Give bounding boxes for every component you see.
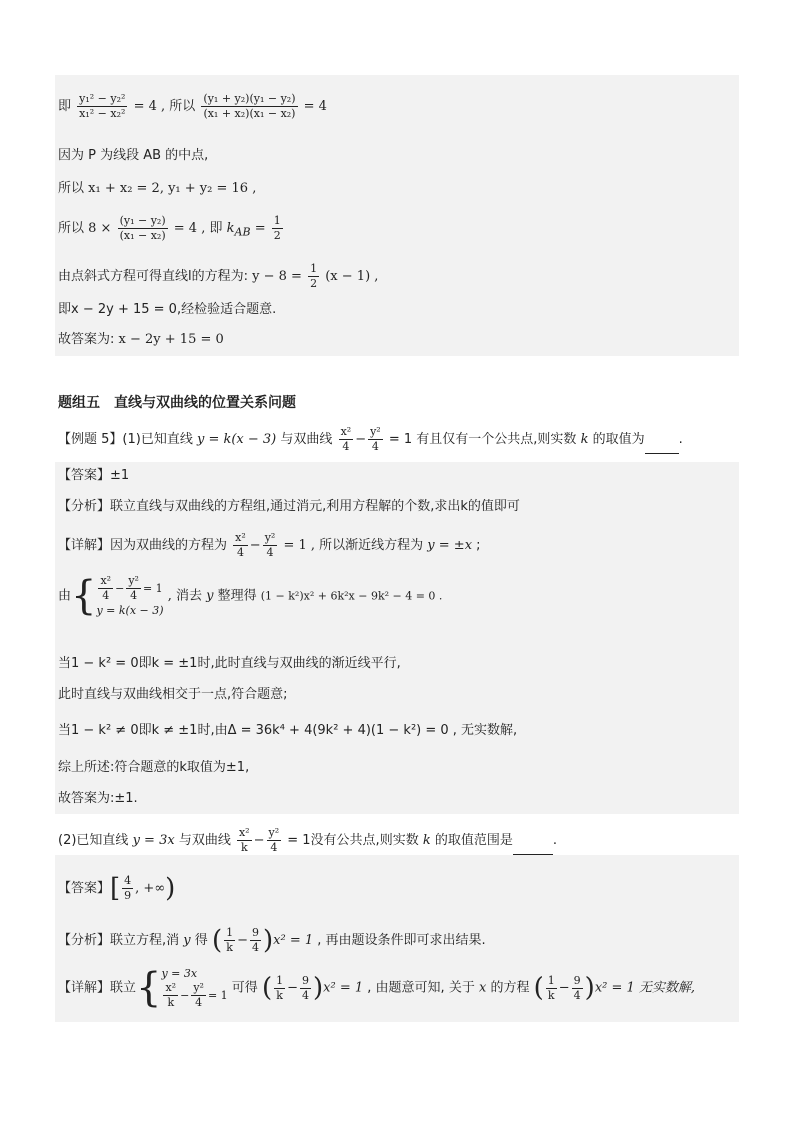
left-brace-icon: { bbox=[136, 965, 162, 1011]
line-7: 故答案为: x − 2y + 15 = 0 bbox=[58, 332, 224, 347]
question-2: (2)已知直线 y = 3x 与双曲线 $\frac{\text{x²}}{k}$ − $\frac{\text{y²}}{4}$ = 1没有公共点,则实数 k 的取值范围是 . bbox=[58, 826, 558, 854]
line-1: 即 $\frac{\text{y₁² − y₂²}}{\text{x₁² − x₂²}}$ = 4 , 所以 $\frac{\text{(y₁ + y₂)(y₁ − y₂)}}{\text{(x₁ + x₂)(x₁ − x₂)}}$ = 4 bbox=[58, 92, 327, 120]
analysis-2: 【分析】联立方程,消 y 得 ( $\frac{1}{k}$ − $\frac{9}{4}$ )x² = 1 , 再由题设条件即可求出结果. bbox=[58, 925, 486, 956]
section-title: 题组五 直线与双曲线的位置关系问题 bbox=[58, 395, 296, 411]
line-12: 故答案为:±1. bbox=[58, 791, 138, 806]
line-3: 所以 x₁ + x₂ = 2, y₁ + y₂ = 16 , bbox=[58, 181, 257, 196]
line-9: 此时直线与双曲线相交于一点,符合题意; bbox=[58, 687, 288, 702]
line-4: 所以 8 × $\frac{\text{(y₁ − y₂)}}{\text{(x₁ − x₂)}}$ = 4 , 即 $k_{AB}$ = $\frac{1}{2}$ bbox=[58, 214, 281, 242]
answer-1: 【答案】±1 bbox=[58, 468, 130, 483]
line-11: 综上所述:符合题意的k取值为±1, bbox=[58, 760, 250, 775]
answer-2: 【答案】[ $\frac{4}{9}$ , +∞) bbox=[58, 873, 176, 904]
line-10: 当1 − k² ≠ 0即k ≠ ±1时,由Δ = 36k⁴ + 4(9k² + 4)(1 − k²) = 0 , 无实数解, bbox=[58, 723, 518, 738]
detail-1: 【详解】因为双曲线的方程为 $\frac{\text{x²}}{4}$ − $\frac{\text{y²}}{4}$ = 1 , 所以渐近线方程为 y = ±x ; bbox=[58, 531, 481, 559]
analysis-1: 【分析】联立直线与双曲线的方程组,通过消元,利用方程解的个数,求出k的值即可 bbox=[58, 499, 520, 514]
line-2: 因为 P 为线段 AB 的中点, bbox=[58, 148, 209, 163]
line-8: 当1 − k² = 0即k = ±1时,此时直线与双曲线的渐近线平行, bbox=[58, 656, 401, 671]
detail-2: 【详解】联立{y = 3x $\frac{\text{x²}}{k}$ − $\frac{\text{y²}}{4}$ = 1 可得 ( $\frac{1}{k}$ − $\frac{9}{4}$ )x² = 1 , 由题意可知, 关于 x 的方程 ( $\frac{1}{k}$ − $\frac{9}{4}$ )x² = 1 无实数解, bbox=[58, 965, 696, 1011]
answer-blank-2[interactable] bbox=[513, 840, 553, 855]
line-5: 由点斜式方程可得直线l的方程为: y − 8 = $\frac{1}{2}$ (x − 1) , bbox=[58, 262, 379, 290]
line-6: 即x − 2y + 15 = 0,经检验适合题意. bbox=[58, 302, 277, 317]
left-brace-icon: { bbox=[71, 573, 97, 619]
answer-blank-1[interactable] bbox=[645, 439, 679, 454]
question-1: 【例题 5】(1)已知直线 y = k(x − 3) 与双曲线 $\frac{\text{x²}}{4}$ − $\frac{\text{y²}}{4}$ = 1 有且仅有一个公共点,则实数 k 的取值为 . bbox=[58, 425, 683, 453]
system-1: 由{ $\frac{\text{x²}}{4}$ − $\frac{\text{y²}}{4}$ = 1 y = k(x − 3) , 消去 y 整理得 (1 − k²)x² + 6k²x − 9k² − 4 = 0 . bbox=[58, 573, 443, 619]
